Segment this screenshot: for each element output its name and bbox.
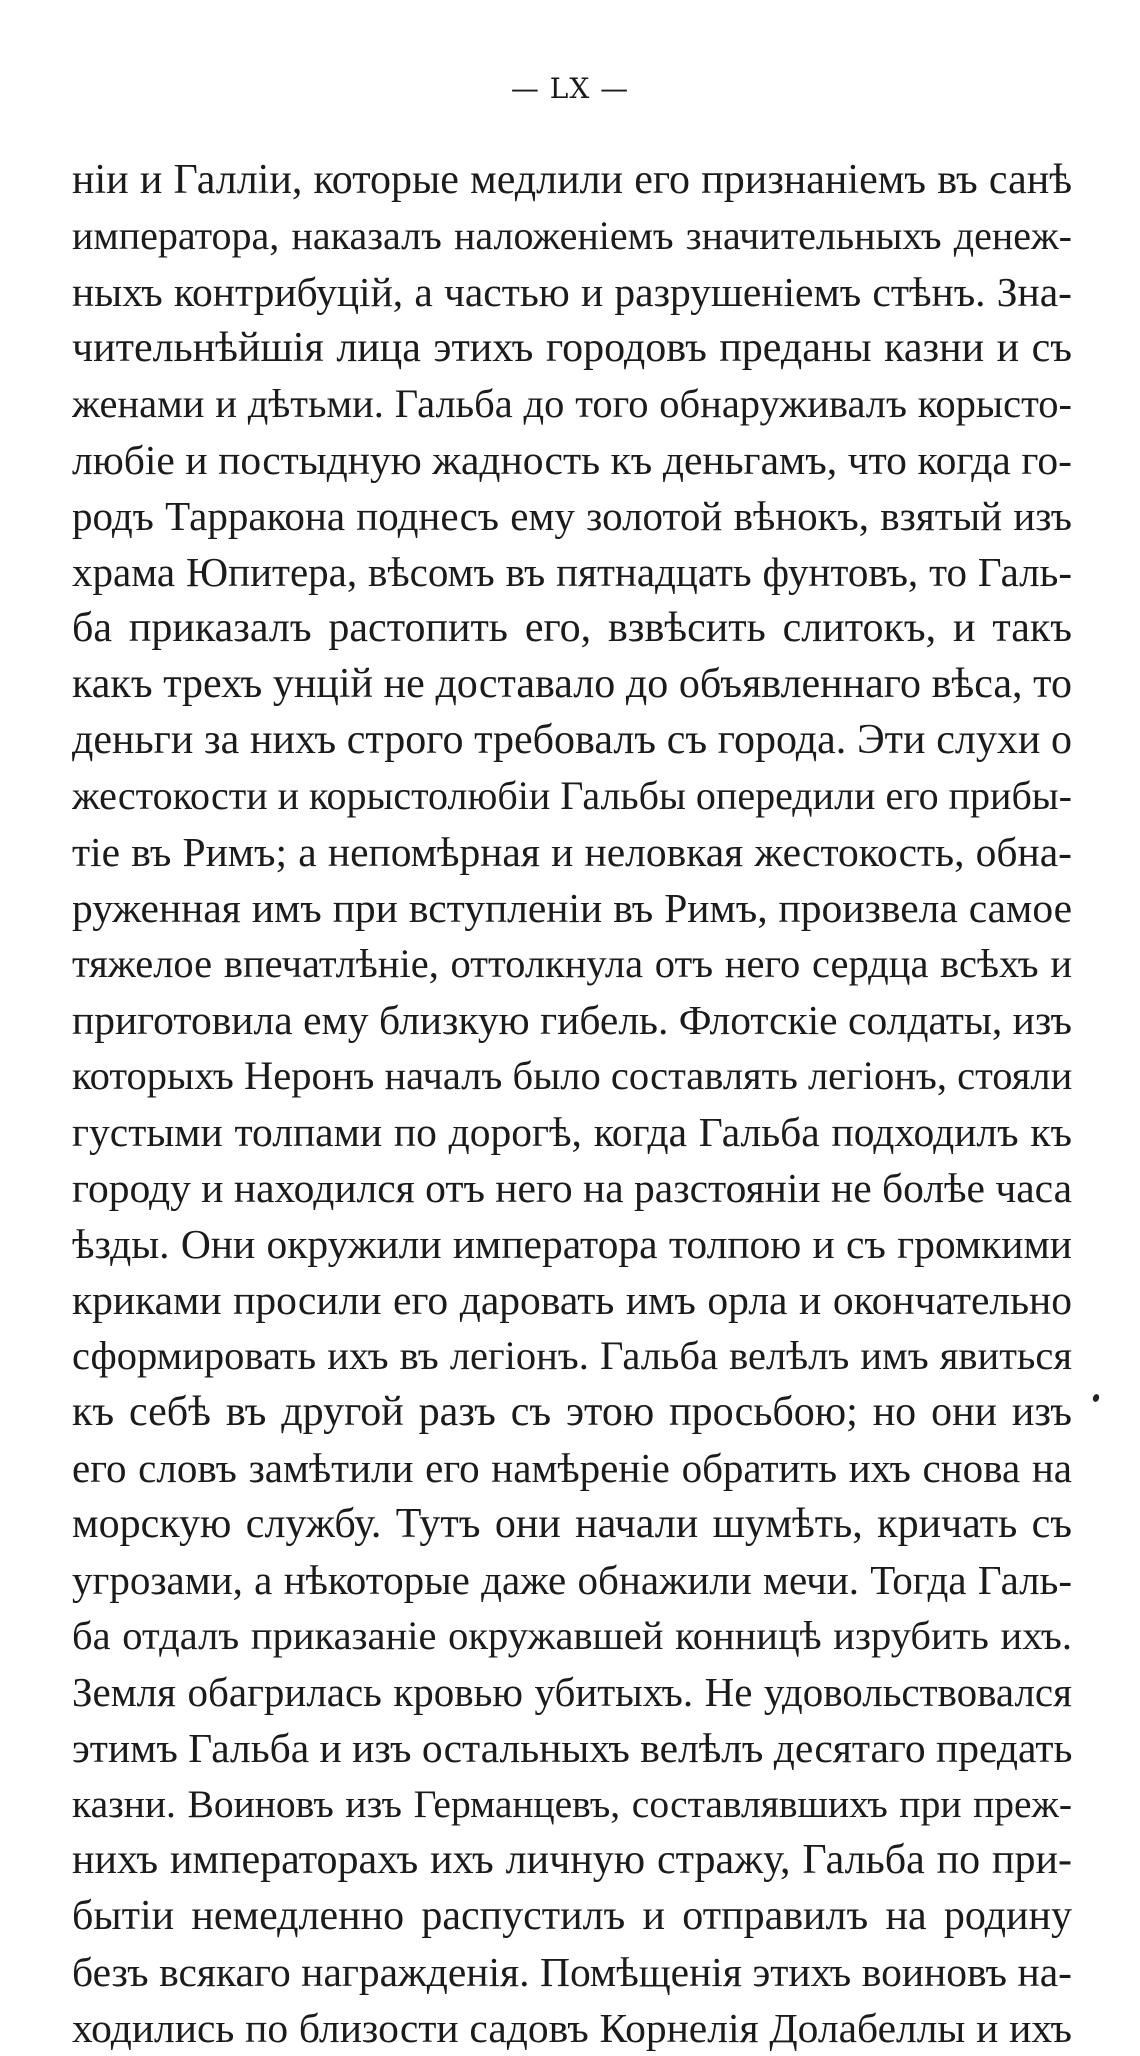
text-line: ба приказалъ растопить его, взвѣсить слитокъ, и такъ	[72, 605, 1072, 651]
text-line: его словъ замѣтили его намѣренiе обратить ихъ снова на	[72, 1445, 1072, 1491]
text-line: ныхъ контрибуцiй, а частью и разрушенiемъ стѣнъ. Зна-	[72, 269, 1072, 315]
text-line: морскую службу. Тутъ они начали шумѣть, кричать съ	[72, 1501, 1072, 1547]
text-line: какъ трехъ унцiй не доставало до объявленнаго вѣса, то	[72, 661, 1072, 707]
text-line: нихъ императорахъ ихъ личную стражу, Гальба по при-	[72, 1837, 1072, 1883]
text-line: жестокости и корыстолюбiи Гальбы опередили его прибы-	[72, 773, 1072, 818]
text-line: ба отдалъ приказанiе окружавшей конницѣ изрубить ихъ.	[72, 1613, 1072, 1658]
text-line: руженная имъ при вступленiи въ Римъ, произвела самое	[72, 885, 1072, 931]
text-line: Земля обагрилась кровью убитыхъ. Не удовольствовался	[72, 1669, 1072, 1715]
body-text	[72, 152, 1072, 2056]
ink-speck	[1092, 1393, 1100, 1403]
text-line: угрозами, а нѣкоторые даже обнажили мечи. Тогда Галь-	[72, 1557, 1072, 1603]
text-line: тiе въ Римъ; а непомѣрная и неловкая жестокость, обна-	[72, 829, 1072, 875]
text-line: женами и дѣтьми. Гальба до того обнаруживалъ корысто-	[72, 381, 1072, 426]
text-line: сформировать ихъ въ легiонъ. Гальба велѣлъ имъ явиться	[72, 1333, 1072, 1378]
text-line: къ себѣ въ другой разъ съ этою просьбою; но они изъ	[72, 1389, 1072, 1435]
text-line: чительнѣйшiя лица этихъ городовъ преданы казни и съ	[72, 325, 1072, 371]
text-line: любiе и постыдную жадность къ деньгамъ, что когда го-	[72, 437, 1072, 483]
text-line: ходились по близости садовъ Корнелiя Долабеллы и ихъ	[72, 2005, 1072, 2051]
text-line: деньги за нихъ строго требовалъ съ города. Эти слухи о	[72, 717, 1072, 763]
text-line: храма Юпитера, вѣсомъ въ пятнадцать фунтовъ, то Галь-	[72, 549, 1072, 595]
text-line: безъ всякаго награжденiя. Помѣщенiя этихъ воиновъ на-	[72, 1949, 1072, 1995]
text-line: нiи и Галлiи, которые медлили его признанiемъ въ санѣ	[72, 157, 1072, 203]
text-line: казни. Воиновъ изъ Германцевъ, составлявшихъ при преж-	[72, 1782, 1072, 1826]
text-line: городу и находился отъ него на разстоянiи не болѣе часа	[72, 1165, 1072, 1211]
text-line: криками просили его даровать имъ орла и окончательно	[72, 1277, 1072, 1323]
text-line: бытiи немедленно распустилъ и отправилъ на родину	[72, 1893, 1072, 1939]
text-line: ѣзды. Они окружили императора толпою и съ громкими	[72, 1221, 1072, 1267]
text-line: густыми толпами по дорогѣ, когда Гальба подходилъ къ	[72, 1109, 1072, 1155]
text-line: тяжелое впечатлѣнiе, оттолкнула отъ него сердца всѣхъ и	[72, 941, 1072, 986]
text-line: которыхъ Неронъ началъ было составлять легiонъ, стояли	[72, 1053, 1072, 1098]
text-line: приготовила ему близкую гибель. Флотскiе солдаты, изъ	[72, 997, 1072, 1043]
text-line: родъ Тарракона поднесъ ему золотой вѣнокъ, взятый изъ	[72, 493, 1072, 539]
text-line: этимъ Гальба и изъ остальныхъ велѣлъ десятаго предать	[72, 1725, 1072, 1771]
page-number-header: — LX —	[510, 72, 630, 105]
text-line: императора, наказалъ наложенiемъ значительныхъ денеж-	[72, 213, 1072, 258]
